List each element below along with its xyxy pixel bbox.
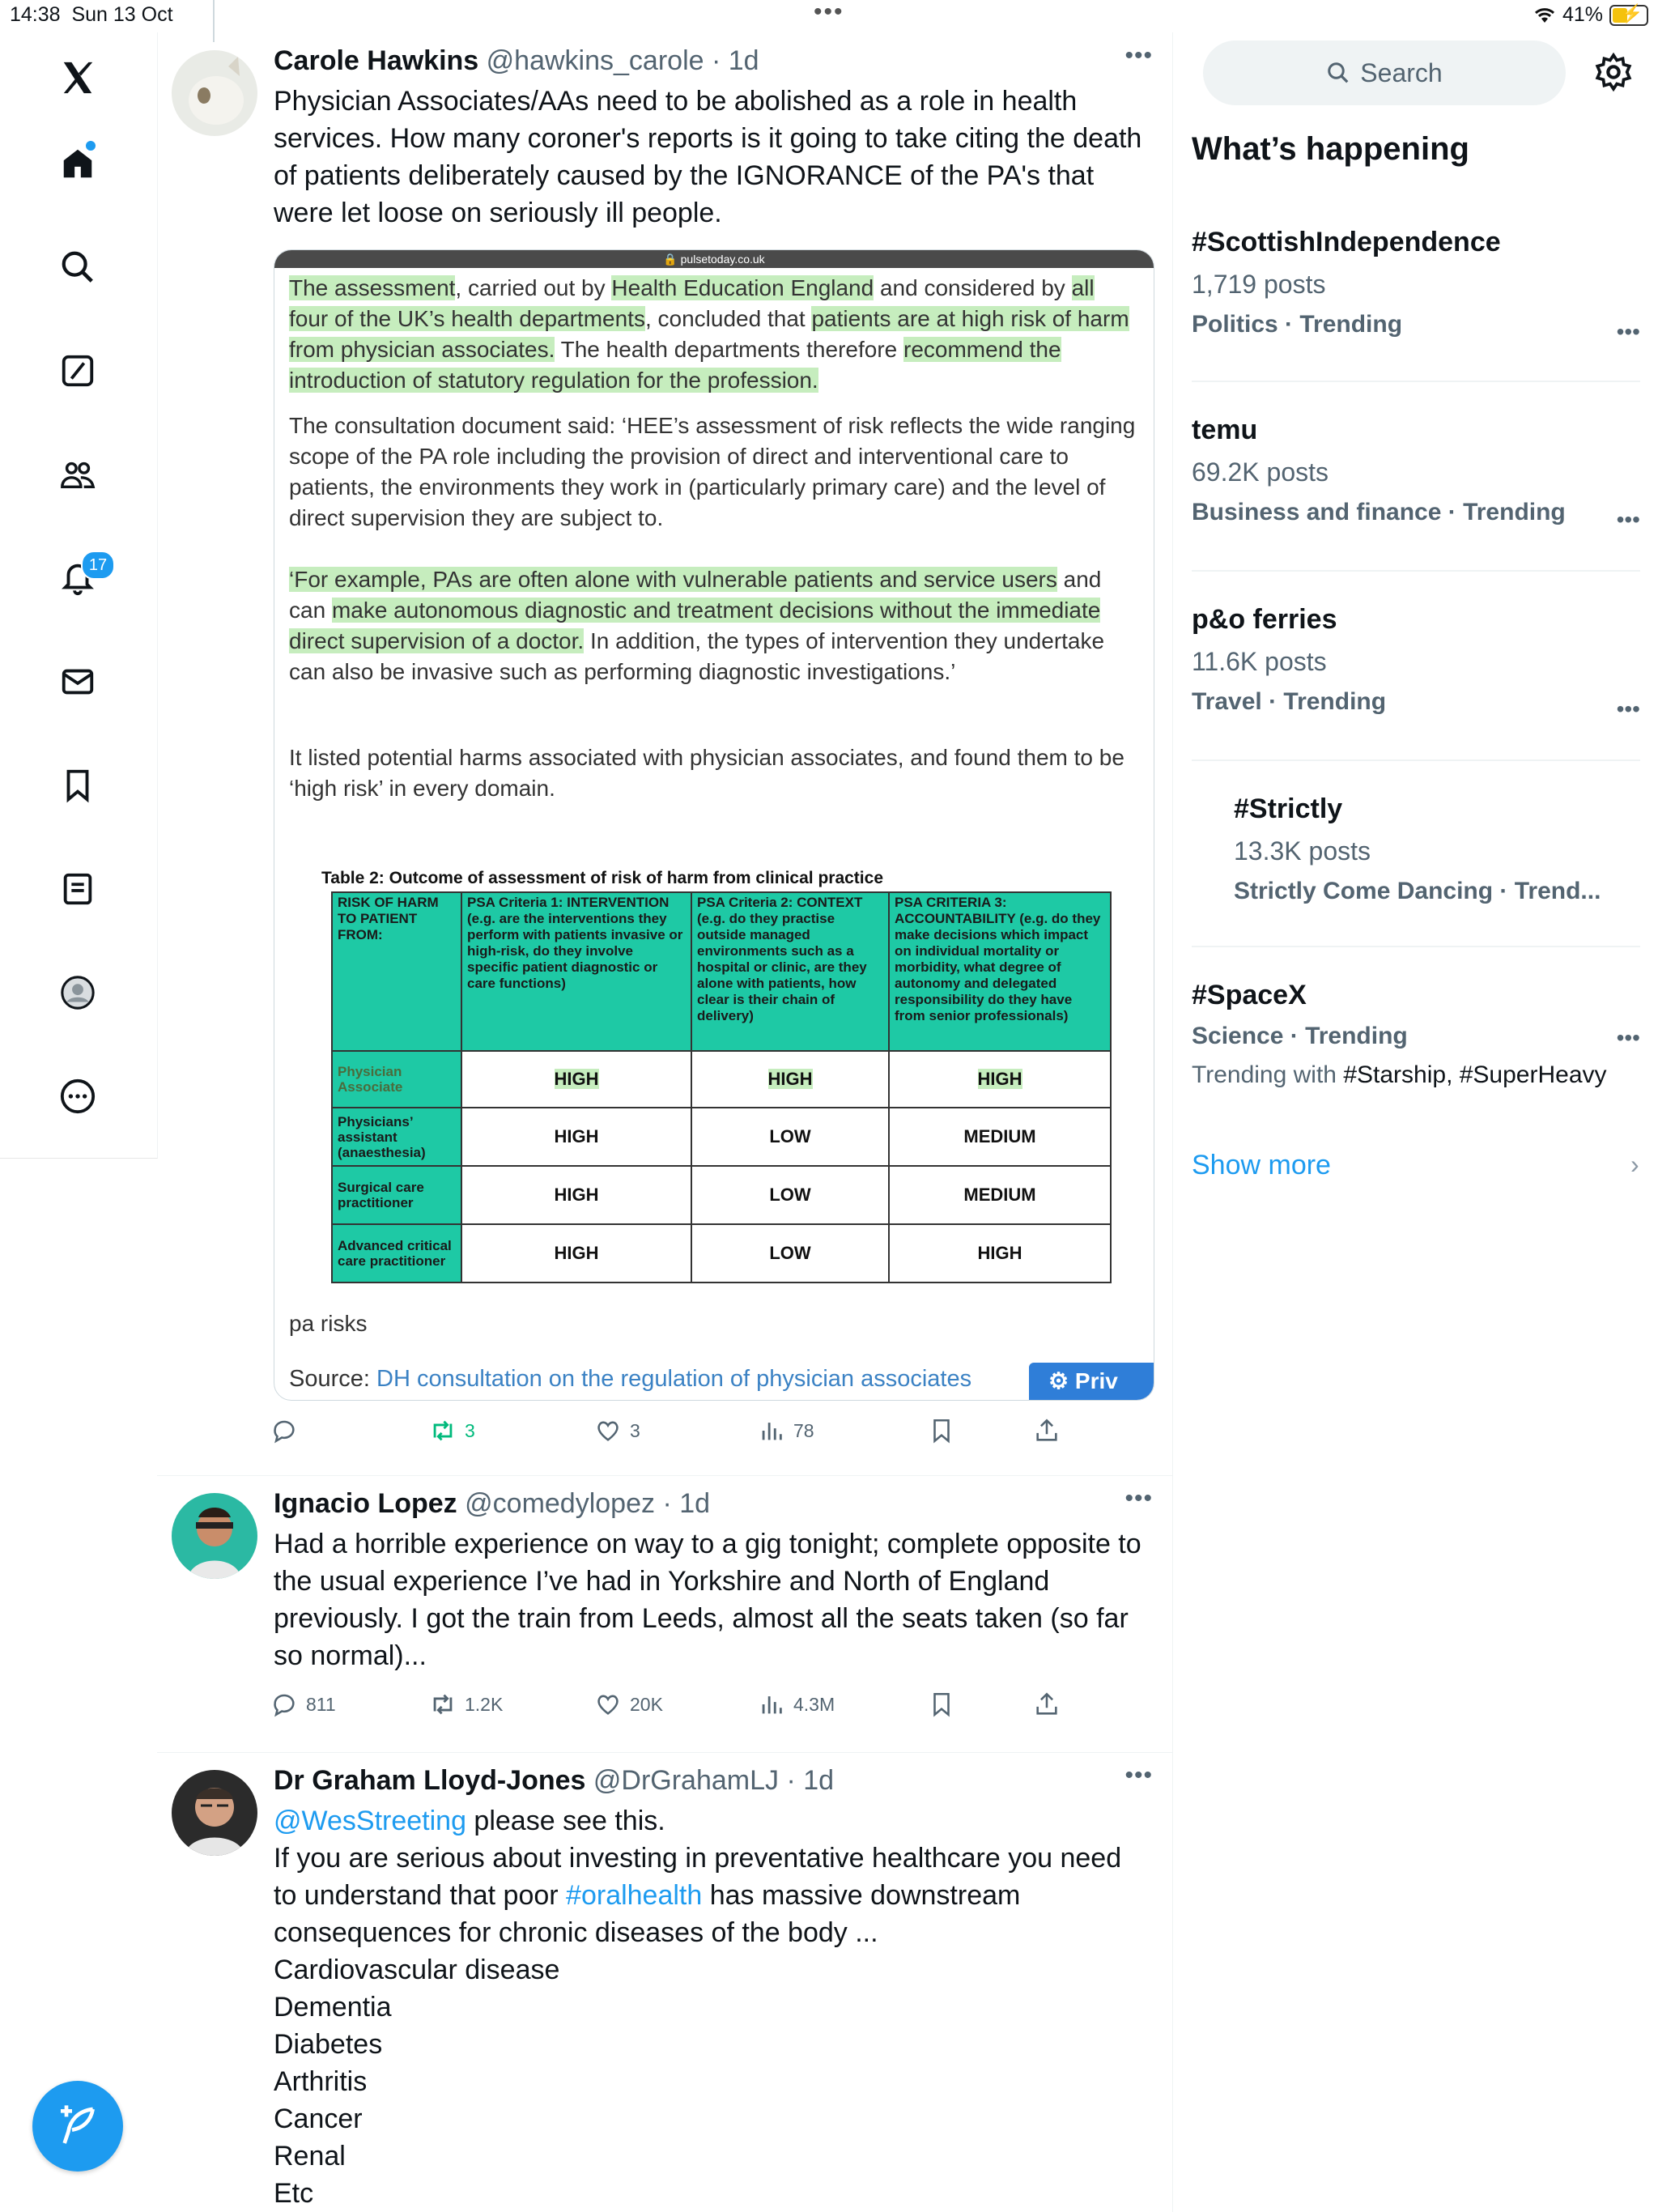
- views-button[interactable]: 4.3M: [758, 1691, 835, 1718]
- reply-icon: [270, 1417, 298, 1444]
- avatar[interactable]: [172, 1493, 257, 1579]
- reply-button[interactable]: 811: [270, 1691, 336, 1718]
- avatar[interactable]: [172, 1770, 257, 1856]
- table-row: Physicians’ assistant (anaesthesia) HIGH LOW MEDIUM: [332, 1108, 1111, 1166]
- list-item: Diabetes: [274, 2029, 383, 2060]
- share-icon: [1033, 1417, 1061, 1444]
- notifications-badge: 17: [81, 551, 115, 580]
- like-button[interactable]: 3: [594, 1417, 640, 1444]
- list-item: Dementia: [274, 1992, 392, 2023]
- trend-item[interactable]: temu 69.2K posts Business and finance · Trending •••: [1192, 415, 1640, 532]
- battery-percent: 41%: [1562, 3, 1603, 26]
- post-graham-lloyd-jones[interactable]: [157, 1752, 1172, 2212]
- x-logo-icon[interactable]: [50, 50, 105, 105]
- more-options-icon[interactable]: [50, 1069, 105, 1124]
- bookmark-button[interactable]: [928, 1691, 955, 1718]
- profile-avatar-icon[interactable]: [50, 965, 105, 1020]
- status-bar: [0, 0, 1658, 32]
- repost-button[interactable]: 3: [429, 1417, 475, 1444]
- explore-search-icon[interactable]: [50, 240, 105, 295]
- post-time[interactable]: · 1d: [712, 45, 759, 76]
- post-actions: [270, 1691, 1161, 1726]
- post-text: @WesStreeting please see this. If you are serious about investing in preventative healthcare you need to understand that poor #oralhealth has massive downstream consequences for chronic diseases of the body ... Cardiovascular disease Dementia Diabetes Arthritis Cancer Renal Etc: [274, 1802, 1148, 2212]
- trend-item[interactable]: p&o ferries 11.6K posts Travel · Trending •••: [1192, 604, 1640, 721]
- post-header: [274, 1488, 710, 1520]
- image-url-bar: 🔒 pulsetoday.co.uk: [274, 250, 1154, 268]
- avatar[interactable]: [172, 50, 257, 136]
- list-item: Cancer: [274, 2104, 363, 2134]
- post-more-icon[interactable]: •••: [1124, 1762, 1153, 1789]
- author-handle[interactable]: @comedylopez: [465, 1488, 655, 1519]
- post-text: Had a horrible experience on way to a gig tonight; complete opposite to the usual experience I’ve had in Yorkshire and North of England previously. I got the train from Leeds, almost all the seats taken (so far so normal)...: [274, 1529, 1141, 1671]
- timeline-feed: [157, 32, 1173, 2212]
- reply-button[interactable]: [270, 1417, 306, 1444]
- table-header: RISK OF HARM TO PATIENT FROM:: [332, 892, 461, 1051]
- table-header: PSA Criteria 1: INTERVENTION (e.g. are the interventions they perform with patients invasive or high-risk, do they involve specific patient diagnostic or care functions): [461, 892, 691, 1051]
- notifications-bell-icon[interactable]: [50, 551, 108, 606]
- messages-mail-icon[interactable]: [50, 654, 105, 709]
- post-header: [274, 1765, 834, 1797]
- list-item: Cardiovascular disease: [274, 1955, 560, 1985]
- author-handle[interactable]: @hawkins_carole: [486, 45, 704, 76]
- multitask-dots-icon[interactable]: •••: [814, 0, 844, 25]
- table-title: Table 2: Outcome of assessment of risk of harm from clinical practice: [321, 869, 883, 887]
- image-caption: pa risks: [289, 1311, 368, 1336]
- compose-feather-icon: [55, 2104, 100, 2149]
- views-button[interactable]: 78: [758, 1417, 814, 1444]
- article-paragraph-4: It listed potential harms associated with physician associates, and found them to be ‘high risk’ in every domain.: [289, 745, 1124, 801]
- post-actions: [270, 1417, 1161, 1453]
- show-more-link[interactable]: Show more: [1192, 1150, 1331, 1180]
- whats-happening-title: What’s happening: [1192, 131, 1469, 167]
- sidebar-nav: [0, 32, 158, 1159]
- trend-more-icon[interactable]: •••: [1616, 507, 1640, 532]
- search-icon: [1326, 61, 1350, 85]
- author-name[interactable]: Dr Graham Lloyd-Jones: [274, 1765, 586, 1796]
- author-name[interactable]: Carole Hawkins: [274, 45, 479, 76]
- share-button[interactable]: [1033, 1417, 1061, 1444]
- repost-icon: [429, 1691, 457, 1718]
- search-input[interactable]: Search: [1203, 40, 1566, 105]
- post-more-icon[interactable]: •••: [1124, 42, 1153, 69]
- reply-icon: [270, 1691, 298, 1718]
- repost-button[interactable]: 1.2K: [429, 1691, 503, 1718]
- heart-icon: [594, 1417, 622, 1444]
- status-right: [1533, 3, 1648, 27]
- bookmarks-icon[interactable]: [50, 758, 105, 813]
- trend-more-icon[interactable]: •••: [1616, 696, 1640, 721]
- trend-item[interactable]: #Strictly 13.3K posts Strictly Come Dancing · Trend...: [1234, 793, 1601, 904]
- post-text: Physician Associates/AAs need to be abolished as a role in health services. How many coroner's reports is it going to take citing the death of patients deliberately caused by the IGNORANCE of the PA's that were let loose on seriously ill people.: [274, 86, 1142, 228]
- article-screenshot-image[interactable]: [274, 249, 1154, 1401]
- post-more-icon[interactable]: •••: [1124, 1485, 1153, 1512]
- post-time[interactable]: · 1d: [786, 1765, 835, 1796]
- repost-icon: [429, 1417, 457, 1444]
- views-chart-icon: [758, 1691, 785, 1718]
- settings-gear-icon[interactable]: [1593, 52, 1634, 92]
- table-header: PSA CRITERIA 3: ACCOUNTABILITY (e.g. do they make decisions which impact on individual mortality or morbidity, what degree of autonomy and delegated responsibility do they have from senior professionals): [889, 892, 1111, 1051]
- post-header: [274, 45, 759, 77]
- table-row: Physician Associate HIGH HIGH HIGH: [332, 1051, 1111, 1108]
- trend-item[interactable]: #ScottishIndependence 1,719 posts Politics · Trending •••: [1192, 227, 1640, 344]
- chevron-right-icon: ›: [1630, 1150, 1639, 1179]
- article-paragraph-2: The consultation document said: ‘HEE’s assessment of risk reflects the wide ranging scope of the PA role including the provision of direct and interventional care to patients, the environments they work in (particularly primary care) and the level of direct supervision they are subject to.: [289, 413, 1136, 530]
- article-paragraph-1: The assessment, carried out by Health Education England and considered by all four of the UK’s health departments, concluded that patients are at high risk of harm from physician associates. The health departments therefore recommend the introduction of statutory regulation for the profession.: [289, 275, 1129, 393]
- bookmark-icon: [928, 1417, 955, 1444]
- post-carole-hawkins[interactable]: [157, 32, 1172, 1476]
- status-time: 14:38 Sun 13 Oct: [10, 3, 173, 26]
- source-link: DH consultation on the regulation of physician associates: [376, 1366, 972, 1392]
- list-item: Renal: [274, 2141, 346, 2172]
- table-row: Surgical care practitioner HIGH LOW MEDIUM: [332, 1166, 1111, 1224]
- grok-icon[interactable]: [50, 343, 105, 398]
- privacy-button: ⚙ Priv: [1029, 1363, 1154, 1400]
- trend-more-icon[interactable]: •••: [1616, 319, 1640, 344]
- trend-more-icon[interactable]: •••: [1616, 1025, 1640, 1050]
- battery-icon: ⚡: [1609, 5, 1648, 26]
- compose-post-button[interactable]: [32, 2081, 123, 2172]
- post-ignacio-lopez[interactable]: [157, 1475, 1172, 1753]
- author-name[interactable]: Ignacio Lopez: [274, 1488, 457, 1519]
- author-handle[interactable]: @DrGrahamLJ: [593, 1765, 779, 1796]
- lists-icon[interactable]: [50, 861, 105, 917]
- views-chart-icon: [758, 1417, 785, 1444]
- list-item: Etc: [274, 2178, 314, 2209]
- mention-link[interactable]: @WesStreeting: [274, 1806, 466, 1836]
- source-line: Source: DH consultation on the regulation of physician associates: [289, 1366, 972, 1392]
- communities-icon[interactable]: [50, 447, 105, 502]
- bookmark-icon: [928, 1691, 955, 1718]
- heart-icon: [594, 1691, 622, 1718]
- table-row: Advanced critical care practitioner HIGH LOW HIGH: [332, 1224, 1111, 1283]
- risk-table: [331, 891, 1112, 1283]
- right-sidebar: [1172, 32, 1658, 2212]
- bookmark-button[interactable]: [928, 1417, 955, 1444]
- hashtag-link[interactable]: #oralhealth: [566, 1880, 703, 1911]
- share-button[interactable]: [1033, 1691, 1061, 1718]
- wifi-icon: [1533, 6, 1556, 24]
- post-time[interactable]: · 1d: [662, 1488, 711, 1519]
- home-icon[interactable]: [50, 136, 105, 191]
- like-button[interactable]: 20K: [594, 1691, 663, 1718]
- share-icon: [1033, 1691, 1061, 1718]
- list-item: Arthritis: [274, 2066, 368, 2097]
- trend-item[interactable]: #SpaceX Science · Trending Trending with #Starship, #SuperHeavy •••: [1192, 980, 1640, 1088]
- article-paragraph-3: ‘For example, PAs are often alone with vulnerable patients and service users and can make autonomous diagnostic and treatment decisions without the immediate direct supervision of a doctor. In addition, the types of intervention they undertake can also be invasive such as performing diagnostic investigations.’: [289, 567, 1105, 684]
- table-header: PSA Criteria 2: CONTEXT (e.g. do they practise outside managed environments such as a hospital or clinic, are they alone with patients, how clear is their chain of delivery): [691, 892, 889, 1051]
